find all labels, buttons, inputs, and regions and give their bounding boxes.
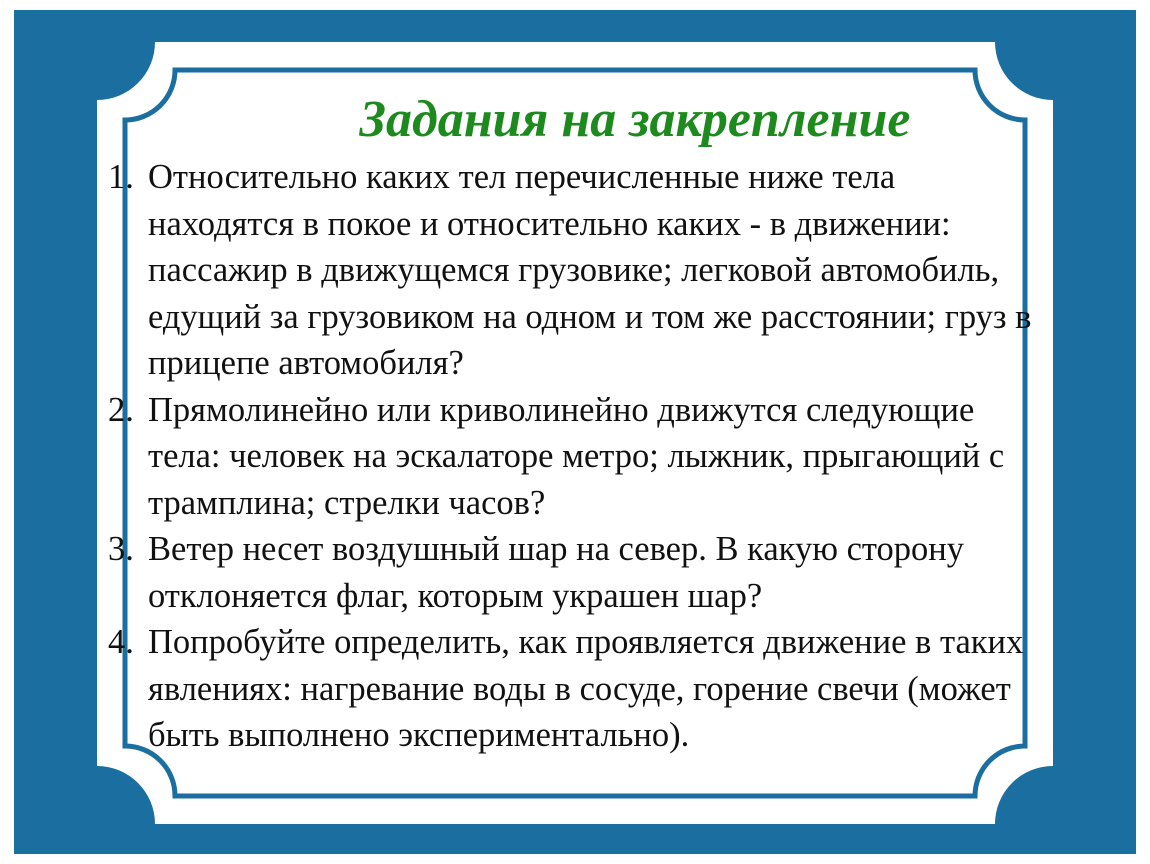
task-text: Прямолинейно или криволинейно движутся следующие тела: человек на эскалаторе метро; лыжник, прыгающий с трамплина; стрелки часов? xyxy=(148,390,1005,522)
task-text: Попробуйте определить, как проявляется движение в таких явлениях: нагревание воды в сосуде, горение свечи (может быть выполнено экспериментально). xyxy=(148,623,1024,754)
task-item-3 xyxy=(108,526,1038,619)
task-text: Относительно каких тел перечисленные ниже тела находятся в покое и относительно каких - в движении: пассажир в движущемся грузовике; легковой автомобиль, едущий за грузовиком на одном и том же расстоянии; груз в прицепе автомобиля? xyxy=(148,158,1032,382)
task-number: 4. xyxy=(108,623,134,661)
task-text: Ветер несет воздушный шар на север. В какую сторону отклоняется флаг, которым украшен шар? xyxy=(148,530,964,615)
task-list xyxy=(108,154,1038,759)
task-item-2 xyxy=(108,387,1038,527)
task-number: 2. xyxy=(108,390,134,429)
task-number: 1. xyxy=(108,158,134,196)
slide-title: Задания на закрепление xyxy=(359,91,911,148)
task-item-1 xyxy=(108,154,1038,387)
task-number: 3. xyxy=(108,530,134,568)
task-item-4 xyxy=(108,619,1038,759)
